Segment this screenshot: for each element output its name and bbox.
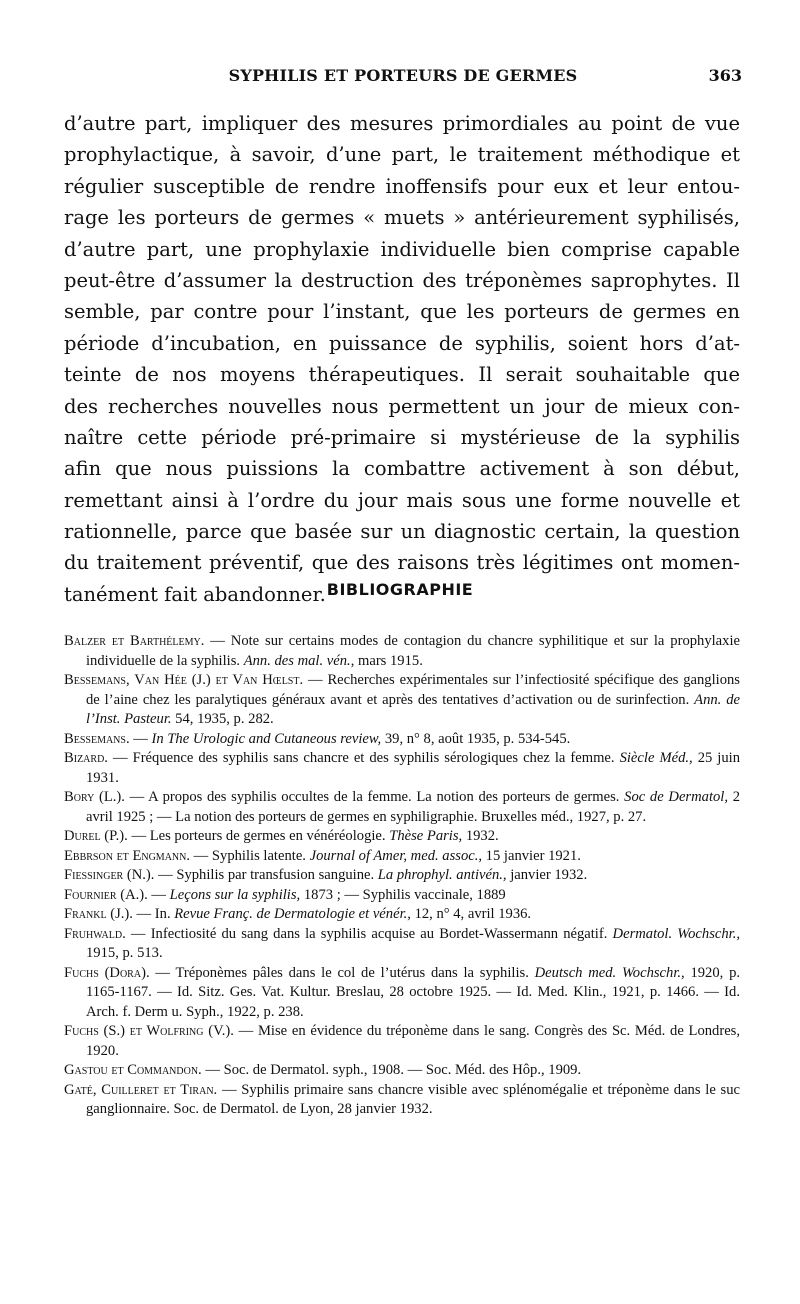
entry-authors: Fuchs (S.) et Wolfring (V.). <box>64 1023 234 1039</box>
entry-text: — Recherches expérimentales sur l’infectiosité spécifique des ganglions de l’aine chez les paralytiques généraux avant et après des tentatives d’activation ou de surinfection. <box>86 672 740 708</box>
entry-source: Ann. des mal. vén. <box>243 652 351 669</box>
entry-source: Leçons sur la syphilis, <box>169 886 301 903</box>
body-line: peut-être d’assumer la destruction des tréponèmes saprophytes. Il <box>64 268 740 292</box>
running-head <box>64 66 742 92</box>
entry-authors: Fruhwald. <box>64 925 126 942</box>
entry-source: Journal of Amer, med. assoc., <box>309 847 483 864</box>
entry-tail: 15 janvier 1921. <box>482 847 581 864</box>
bibliography-entry <box>64 788 740 827</box>
entry-authors: Frankl (J.). <box>64 906 133 922</box>
bibliography-entry <box>64 730 740 750</box>
page-number: 363 <box>708 66 742 85</box>
bibliography-entry <box>64 964 740 1023</box>
entry-authors: Gastou et Commandon. <box>64 1062 202 1078</box>
body-line: teinte de nos moyens thérapeutiques. Il serait souhaitable que <box>64 363 740 387</box>
entry-tail: 12, n° 4, avril 1936. <box>410 906 532 922</box>
bibliography-entry <box>64 1022 740 1061</box>
entry-authors: Ebbrson et Engmann. <box>64 847 191 864</box>
body-line: prophylactique, à savoir, d’une part, le traitement méthodique et <box>64 143 740 167</box>
entry-text: — In. <box>132 906 175 922</box>
bibliography-entry <box>64 925 740 964</box>
bibliography-entry <box>64 905 740 925</box>
entry-authors: Fiessinger (N.). <box>64 867 155 883</box>
body-line: tanément fait abandonner. <box>64 582 326 606</box>
bibliography-entry <box>64 886 740 906</box>
entry-tail: 39, n° 8, août 1935, p. 534-545. <box>381 730 571 747</box>
entry-authors: Fuchs (Dora). <box>64 964 150 981</box>
bibliography-entry <box>64 827 740 847</box>
bibliography-entry <box>64 1081 740 1120</box>
entry-text: — Les porteurs de germes en vénéréologie. <box>127 828 390 844</box>
entry-tail: 1932. <box>462 828 499 844</box>
bibliography-list <box>64 632 740 1120</box>
entry-tail: , mars 1915. <box>350 652 423 669</box>
entry-source: Dermatol. Wochschr., <box>612 925 741 942</box>
body-line: des recherches nouvelles nous permettent un jour de mieux con- <box>64 394 740 418</box>
entry-text: — Syphilis par transfusion sanguine. <box>154 867 378 883</box>
bibliography-heading: BIBLIOGRAPHIE <box>326 580 474 599</box>
entry-text: — Soc. de Dermatol. syph., 1908. — Soc. Méd. des Hôp., 1909. <box>201 1062 582 1078</box>
entry-source: Thèse Paris, <box>389 828 463 844</box>
entry-source: Revue Franç. de Dermatologie et vénér., <box>174 906 411 922</box>
body-line: période d’incubation, en puissance de syphilis, soient hors d’at- <box>64 331 740 355</box>
body-line: semble, par contre pour l’instant, que les porteurs de germes en <box>64 300 740 324</box>
entry-text: — <box>147 886 170 903</box>
entry-text: — <box>129 730 152 747</box>
entry-authors: Gaté, Cuilleret et Tiran. <box>64 1081 218 1098</box>
body-line: rage les porteurs de germes « muets » antérieurement syphilisés, <box>64 206 740 230</box>
entry-text: — Syphilis primaire sans chancre visible avec splénomégalie et tréponème dans le suc ganglionnaire. Soc. de Dermatol. de Lyon, 28 janvier 1932. <box>86 1081 741 1117</box>
bibliography-entry <box>64 632 740 671</box>
entry-authors: Fournier (A.). <box>64 886 148 903</box>
entry-source: Deutsch med. Wochschr., <box>534 964 685 981</box>
bibliography-entry <box>64 847 740 867</box>
entry-tail: 54, 1935, p. 282. <box>171 711 274 727</box>
entry-text: — Mise en évidence du tréponème dans le sang. Congrès des Sc. Méd. de Londres, 1920. <box>86 1023 740 1059</box>
entry-text: — Infectiosité du sang dans la syphilis acquise au Bordet-Wassermann négatif. <box>125 925 613 942</box>
entry-text: — Syphilis latente. <box>190 847 310 864</box>
entry-tail: 2 avril 1925 ; — La notion des porteurs de germes en syphiligraphie. Bruxelles méd., 1927, p. 27. <box>86 789 741 825</box>
entry-source: Ann. de l’Inst. Pasteur. <box>86 691 740 727</box>
body-line: régulier susceptible de rendre inoffensifs pour eux et leur entou- <box>64 174 740 198</box>
body-line: d’autre part, une prophylaxie individuelle bien comprise capable <box>64 237 740 261</box>
entry-source: Siècle Méd., <box>619 750 693 766</box>
entry-text: — Fréquence des syphilis sans chancre et des syphilis sérologiques chez la femme. <box>107 750 620 766</box>
bibliography-entry <box>64 1061 740 1081</box>
body-line: rationnelle, parce que basée sur un diagnostic certain, la question <box>64 520 740 544</box>
entry-tail: janvier 1932. <box>506 867 588 883</box>
running-head-title: SYPHILIS ET PORTEURS DE GERMES <box>228 66 578 85</box>
entry-text: — Note sur certains modes de contagion du chancre syphilitique et sur la prophylaxie individuelle de la syphilis. <box>86 633 740 669</box>
entry-authors: Bessemans. <box>64 730 130 747</box>
entry-authors: Durel (P.). <box>64 828 128 844</box>
entry-text: — A propos des syphilis occultes de la femme. La notion des porteurs de germes. <box>124 789 625 805</box>
entry-authors: Bessemans, Van Hée (J.) et Van Hœlst. <box>64 672 304 688</box>
body-paragraph <box>64 108 740 610</box>
entry-text: — Tréponèmes pâles dans le col de l’utérus dans la syphilis. <box>149 964 535 981</box>
entry-authors: Bizard. <box>64 750 108 766</box>
body-line: afin que nous puissions la combattre activement à son début, <box>64 457 740 481</box>
entry-source: La phrophyl. antivén., <box>377 867 507 883</box>
bibliography-entry <box>64 866 740 886</box>
entry-tail: 25 juin 1931. <box>86 750 741 786</box>
entry-authors: Balzer et Barthélemy. <box>64 633 205 649</box>
entry-tail: 1920, p. 1165-1167. — Id. Sitz. Ges. Vat. Kultur. Breslau, 28 octobre 1925. — Id. Med. Klin., 1921, p. 1466. — Id. Arch. f. Derm u. Syph., 1922, p. 238. <box>86 964 741 1020</box>
entry-tail: 1873 ; — Syphilis vaccinale, 1889 <box>300 886 506 903</box>
entry-authors: Bory (L.). <box>64 789 125 805</box>
entry-source: Soc de Dermatol, <box>624 789 728 805</box>
body-line: naître cette période pré-primaire si mystérieuse de la syphilis <box>64 425 740 449</box>
entry-tail: 1915, p. 513. <box>86 945 163 961</box>
body-line: d’autre part, impliquer des mesures primordiales au point de vue <box>64 112 740 135</box>
bibliography-entry <box>64 749 740 788</box>
bibliography-entry <box>64 671 740 730</box>
entry-source: In The Urologic and Cutaneous review, <box>151 730 382 747</box>
body-line: du traitement préventif, que des raisons très légitimes ont momen- <box>64 551 740 575</box>
body-line: remettant ainsi à l’ordre du jour mais sous une forme nouvelle et <box>64 488 740 512</box>
